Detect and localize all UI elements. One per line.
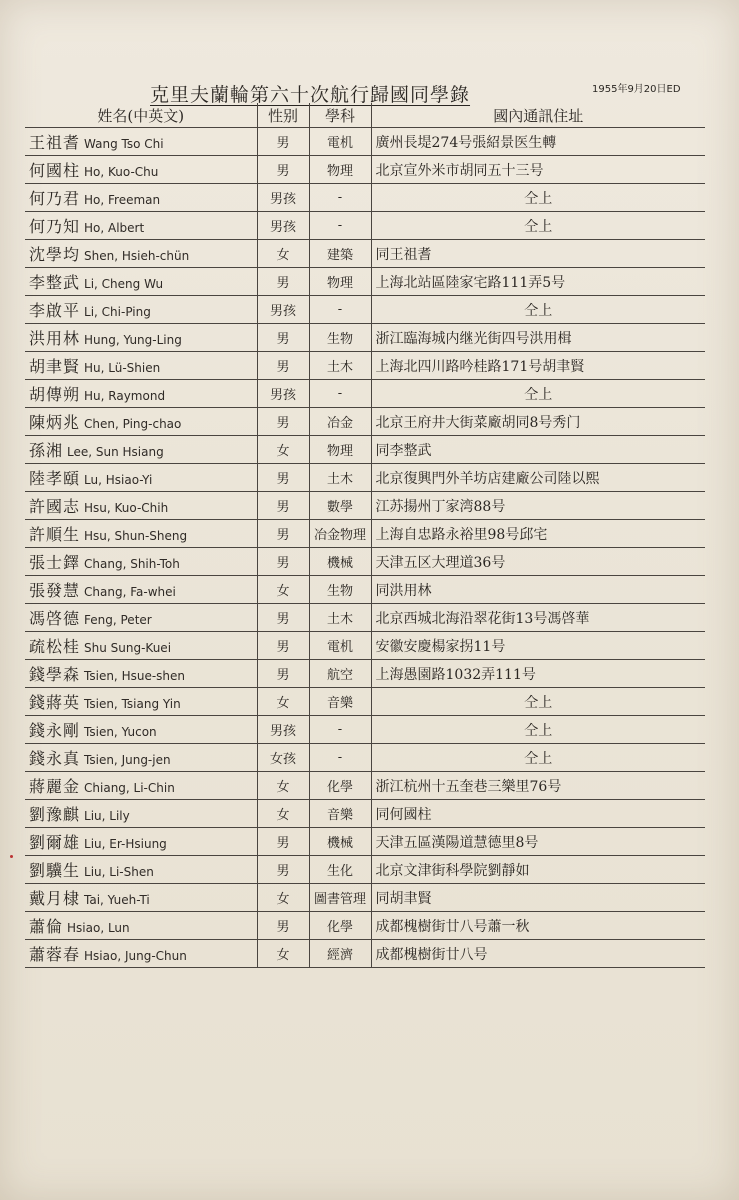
chinese-name: 劉豫麒: [29, 805, 81, 824]
chinese-name: 胡傳朔: [29, 385, 81, 404]
table-row: [25, 548, 705, 576]
subject-cell: 音樂: [309, 688, 371, 716]
sex-cell: 男: [257, 464, 309, 492]
chinese-name: 何乃知: [29, 217, 81, 236]
subject-cell: 冶金: [309, 408, 371, 436]
subject-cell: 經濟: [309, 940, 371, 968]
table-row: [25, 296, 705, 324]
english-name: Chang, Fa-whei: [84, 585, 176, 599]
name-cell: [25, 940, 257, 968]
chinese-name: 疏松桂: [29, 637, 81, 656]
address-cell: 浙江臨海城内继光街四号洪用楫: [371, 324, 705, 352]
address-cell: 江苏揚州丁家湾88号: [371, 492, 705, 520]
roster-body: [25, 128, 705, 968]
table-row: [25, 212, 705, 240]
sex-cell: 男: [257, 520, 309, 548]
english-name: Liu, Lily: [84, 809, 130, 823]
chinese-name: 錢蔣英: [29, 693, 81, 712]
table-header-row: [25, 103, 705, 128]
chinese-name: 胡聿賢: [29, 357, 81, 376]
table-row: [25, 772, 705, 800]
chinese-name: 蕭蓉春: [29, 945, 81, 964]
subject-cell: 電机: [309, 632, 371, 660]
sex-cell: 女: [257, 800, 309, 828]
column-header-address: 國內通訊住址: [371, 103, 705, 128]
name-cell: [25, 604, 257, 632]
chinese-name: 蔣麗金: [29, 777, 81, 796]
subject-cell: -: [309, 716, 371, 744]
roster-table: [25, 103, 705, 968]
english-name: Shen, Hsieh-chün: [84, 249, 190, 263]
name-cell: [25, 688, 257, 716]
address-cell: 成都槐樹街廿八号: [371, 940, 705, 968]
sex-cell: 男: [257, 492, 309, 520]
address-cell: 天津五區漢陽道慧德里8号: [371, 828, 705, 856]
address-cell: 北京王府井大街菜廠胡同8号秀门: [371, 408, 705, 436]
english-name: Hsu, Shun-Sheng: [84, 529, 188, 543]
name-cell: [25, 128, 257, 156]
table-row: [25, 268, 705, 296]
chinese-name: 許順生: [29, 525, 81, 544]
name-cell: [25, 408, 257, 436]
english-name: Hsu, Kuo-Chih: [84, 501, 169, 515]
ink-mark: [10, 855, 13, 858]
column-header-sex: 性别: [257, 103, 309, 128]
address-cell: 仝上: [371, 212, 705, 240]
table-row: [25, 744, 705, 772]
table-row: [25, 352, 705, 380]
subject-cell: 物理: [309, 436, 371, 464]
table-row: [25, 408, 705, 436]
name-cell: [25, 212, 257, 240]
chinese-name: 錢永剛: [29, 721, 81, 740]
name-cell: [25, 800, 257, 828]
chinese-name: 沈學均: [29, 245, 81, 264]
chinese-name: 蕭倫: [29, 917, 64, 936]
address-cell: 仝上: [371, 688, 705, 716]
chinese-name: 何國柱: [29, 161, 81, 180]
name-cell: [25, 828, 257, 856]
english-name: Tsien, Yucon: [84, 725, 157, 739]
chinese-name: 錢學森: [29, 665, 81, 684]
table-row: [25, 184, 705, 212]
name-cell: [25, 436, 257, 464]
sex-cell: 男: [257, 352, 309, 380]
column-header-subject: 學科: [309, 103, 371, 128]
sex-cell: 女: [257, 436, 309, 464]
table-row: [25, 324, 705, 352]
address-cell: 上海北站區陸家宅路111弄5号: [371, 268, 705, 296]
sex-cell: 女孩: [257, 744, 309, 772]
english-name: Feng, Peter: [84, 613, 152, 627]
table-row: [25, 716, 705, 744]
sex-cell: 男孩: [257, 296, 309, 324]
address-cell: 仝上: [371, 380, 705, 408]
address-cell: 北京西城北海沿翠花街13号馮啓華: [371, 604, 705, 632]
table-row: [25, 576, 705, 604]
name-cell: [25, 744, 257, 772]
table-row: [25, 128, 705, 156]
english-name: Ho, Kuo-Chu: [84, 165, 159, 179]
name-cell: [25, 156, 257, 184]
english-name: Chiang, Li-Chin: [84, 781, 175, 795]
english-name: Ho, Albert: [84, 221, 145, 235]
name-cell: [25, 548, 257, 576]
sex-cell: 女: [257, 884, 309, 912]
chinese-name: 張士鐸: [29, 553, 81, 572]
english-name: Chen, Ping-chao: [84, 417, 182, 431]
address-cell: 天津五区大理道36号: [371, 548, 705, 576]
table-row: [25, 912, 705, 940]
subject-cell: 物理: [309, 268, 371, 296]
subject-cell: -: [309, 296, 371, 324]
address-cell: 北京復興門外羊坊店建廠公司陸以熙: [371, 464, 705, 492]
sex-cell: 男: [257, 856, 309, 884]
english-name: Li, Cheng Wu: [84, 277, 164, 291]
name-cell: [25, 268, 257, 296]
chinese-name: 劉驥生: [29, 861, 81, 880]
name-cell: [25, 352, 257, 380]
english-name: Hsiao, Lun: [67, 921, 130, 935]
address-cell: 仝上: [371, 744, 705, 772]
english-name: Liu, Er-Hsiung: [84, 837, 167, 851]
chinese-name: 張發慧: [29, 581, 81, 600]
name-cell: [25, 464, 257, 492]
table-row: [25, 156, 705, 184]
table-row: [25, 940, 705, 968]
sex-cell: 男: [257, 548, 309, 576]
subject-cell: 冶金物理: [309, 520, 371, 548]
chinese-name: 王祖耆: [29, 133, 81, 152]
english-name: Li, Chi-Ping: [84, 305, 151, 319]
subject-cell: 生物: [309, 576, 371, 604]
table-row: [25, 800, 705, 828]
sex-cell: 男: [257, 324, 309, 352]
address-cell: 北京文津街科學院劉靜如: [371, 856, 705, 884]
sex-cell: 男: [257, 156, 309, 184]
table-row: [25, 492, 705, 520]
name-cell: [25, 772, 257, 800]
name-cell: [25, 884, 257, 912]
chinese-name: 劉爾雄: [29, 833, 81, 852]
address-cell: 同胡聿賢: [371, 884, 705, 912]
name-cell: [25, 660, 257, 688]
sex-cell: 男孩: [257, 212, 309, 240]
english-name: Tsien, Hsue-shen: [84, 669, 186, 683]
chinese-name: 馮啓德: [29, 609, 81, 628]
table-row: [25, 380, 705, 408]
address-cell: 同何國柱: [371, 800, 705, 828]
chinese-name: 戴月棣: [29, 889, 81, 908]
english-name: Ho, Freeman: [84, 193, 161, 207]
sex-cell: 男: [257, 604, 309, 632]
address-cell: 北京宣外米市胡同五十三号: [371, 156, 705, 184]
address-cell: 同李整武: [371, 436, 705, 464]
english-name: Hung, Yung-Ling: [84, 333, 182, 347]
name-cell: [25, 240, 257, 268]
name-cell: [25, 380, 257, 408]
chinese-name: 許國志: [29, 497, 81, 516]
subject-cell: 機械: [309, 828, 371, 856]
english-name: Chang, Shih-Toh: [84, 557, 180, 571]
english-name: Lu, Hsiao-Yi: [84, 473, 153, 487]
subject-cell: 圖書管理: [309, 884, 371, 912]
subject-cell: 電机: [309, 128, 371, 156]
table-row: [25, 520, 705, 548]
name-cell: [25, 912, 257, 940]
name-cell: [25, 632, 257, 660]
english-name: Hu, Raymond: [84, 389, 166, 403]
name-cell: [25, 856, 257, 884]
name-cell: [25, 576, 257, 604]
subject-cell: -: [309, 184, 371, 212]
subject-cell: 生化: [309, 856, 371, 884]
chinese-name: 李整武: [29, 273, 81, 292]
address-cell: 上海北四川路吟桂路171号胡聿賢: [371, 352, 705, 380]
address-cell: 同洪用林: [371, 576, 705, 604]
english-name: Shu Sung-Kuei: [84, 641, 172, 655]
table-row: [25, 240, 705, 268]
subject-cell: 土木: [309, 604, 371, 632]
table-row: [25, 464, 705, 492]
sex-cell: 男: [257, 660, 309, 688]
address-cell: 浙江杭州十五奎巷三樂里76号: [371, 772, 705, 800]
name-cell: [25, 520, 257, 548]
address-cell: 仝上: [371, 184, 705, 212]
sex-cell: 女: [257, 772, 309, 800]
document-date: 1955年9月20日ED: [592, 84, 681, 95]
chinese-name: 陸孝頤: [29, 469, 81, 488]
column-header-name: 姓名(中英文): [25, 103, 257, 128]
address-cell: 仝上: [371, 296, 705, 324]
chinese-name: 孫湘: [29, 441, 64, 460]
table-row: [25, 828, 705, 856]
sex-cell: 女: [257, 576, 309, 604]
chinese-name: 何乃君: [29, 189, 81, 208]
english-name: Liu, Li-Shen: [84, 865, 154, 879]
chinese-name: 洪用林: [29, 329, 81, 348]
subject-cell: 音樂: [309, 800, 371, 828]
subject-cell: 建築: [309, 240, 371, 268]
subject-cell: 化學: [309, 912, 371, 940]
name-cell: [25, 324, 257, 352]
name-cell: [25, 296, 257, 324]
table-row: [25, 856, 705, 884]
sex-cell: 男: [257, 268, 309, 296]
address-cell: 仝上: [371, 716, 705, 744]
english-name: Hsiao, Jung-Chun: [84, 949, 187, 963]
sex-cell: 男孩: [257, 716, 309, 744]
subject-cell: 機械: [309, 548, 371, 576]
table-row: [25, 884, 705, 912]
sex-cell: 男: [257, 408, 309, 436]
subject-cell: 數學: [309, 492, 371, 520]
subject-cell: -: [309, 212, 371, 240]
sex-cell: 男: [257, 828, 309, 856]
table-row: [25, 660, 705, 688]
table-row: [25, 604, 705, 632]
english-name: Tai, Yueh-Ti: [84, 893, 150, 907]
name-cell: [25, 184, 257, 212]
chinese-name: 陳炳兆: [29, 413, 81, 432]
chinese-name: 李啟平: [29, 301, 81, 320]
sex-cell: 女: [257, 688, 309, 716]
table-row: [25, 436, 705, 464]
document-title: 克里夫蘭輪第六十次航行歸國同學錄: [150, 84, 471, 106]
sex-cell: 女: [257, 940, 309, 968]
sex-cell: 男: [257, 128, 309, 156]
english-name: Tsien, Jung-jen: [84, 753, 171, 767]
sex-cell: 女: [257, 240, 309, 268]
subject-cell: -: [309, 380, 371, 408]
address-cell: 成都槐樹街廿八号蕭一秋: [371, 912, 705, 940]
subject-cell: 土木: [309, 352, 371, 380]
subject-cell: 物理: [309, 156, 371, 184]
table-row: [25, 688, 705, 716]
english-name: Lee, Sun Hsiang: [67, 445, 164, 459]
address-cell: 同王祖耆: [371, 240, 705, 268]
table-row: [25, 632, 705, 660]
subject-cell: 土木: [309, 464, 371, 492]
name-cell: [25, 492, 257, 520]
sex-cell: 男孩: [257, 184, 309, 212]
english-name: Hu, Lü-Shien: [84, 361, 161, 375]
subject-cell: -: [309, 744, 371, 772]
address-cell: 廣州長堤274号張紹景医生轉: [371, 128, 705, 156]
sex-cell: 男: [257, 632, 309, 660]
subject-cell: 航空: [309, 660, 371, 688]
sex-cell: 男: [257, 912, 309, 940]
address-cell: 安徽安慶楊家拐11号: [371, 632, 705, 660]
address-cell: 上海愚園路1032弄111号: [371, 660, 705, 688]
address-cell: 上海自忠路永裕里98号邱宅: [371, 520, 705, 548]
subject-cell: 生物: [309, 324, 371, 352]
english-name: Tsien, Tsiang Yin: [84, 697, 181, 711]
chinese-name: 錢永真: [29, 749, 81, 768]
name-cell: [25, 716, 257, 744]
sex-cell: 男孩: [257, 380, 309, 408]
subject-cell: 化學: [309, 772, 371, 800]
english-name: Wang Tso Chi: [84, 137, 164, 151]
